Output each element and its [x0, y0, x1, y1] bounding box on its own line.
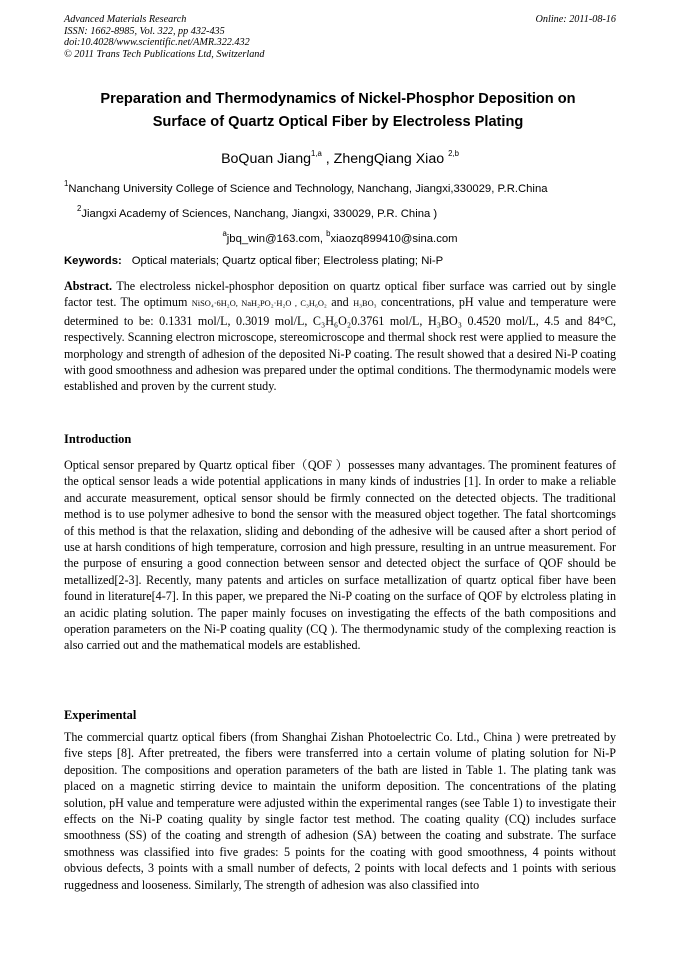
abstract-text-2: concentrations, pH value and temperature were determined to be: 0.1331 mol/L, 0.3019 mol/L, C₃H₆O₂0.3761 mol/L, H₃BO₃ 0.4520 mol/L, 4.5 and 84°C, respectively. Scanning electron microscope, stereomicroscope and thermal shock rest were applied to measure the morphology and strength of adhesion of the deposited Ni-P coating. The result showed that a desired Ni-P coating with good smoothness and adhesion was prepared under the optimal conditions. The thermodynamic models were established and proven by the current study. [64, 295, 617, 394]
experimental-heading: Experimental [64, 708, 137, 722]
email-b-marker: b [326, 229, 331, 239]
author-2: ZhengQiang Xiao [333, 151, 445, 167]
email-a-marker: a [222, 229, 227, 239]
email-a[interactable]: jbq_win@163.com, [226, 233, 324, 245]
journal-name: Advanced Materials Research [64, 14, 187, 25]
abstract-chem-2: H₃BO₃ [353, 299, 377, 309]
experimental-body: The commercial quartz optical fibers (from Shanghai Zishan Photoelectric Co. Ltd., China ) were pretreated by five steps [8]. After pretreated, the fibers were transferred into a certain volume of plating solution for Ni-P deposition. The compositions and operation parameters of the bath are listed in Table 1. The plating tank was placed on a magnetic stirring device to maintain the uniform deposition. The concentrations of the plating solution, pH value and temperature were adjusted within the experimental ranges (see Table 1) to investigate their effects on the Ni-P coating quality by single factor test method. The coating quality (CQ) includes surface smoothness (SS) of the coating and strength of adhesion (SA) between the coating and substrate. The surface smothness was classified into five grades: 5 points for the coating with good smoothness, 4 points without obvious defects, 3 points with a small number of defects, 2 points with local defects and 1 points with serious ruggedness and looseness. Similarly, The strength of adhesion was also classified into [64, 730, 616, 892]
title-line-2: Surface of Quartz Optical Fiber by Electroless Plating [152, 114, 524, 130]
journal-header [64, 14, 616, 60]
abstract-chem-1: NiSO₄·6H₂O, NaH₂PO₂·H₂O , C₃H₆O₂ [191, 299, 327, 309]
affiliation-1 [64, 179, 548, 196]
affiliation-1-marker: 1 [64, 179, 69, 189]
author-1-affiliation: 1,a [311, 149, 322, 159]
online-date: Online: 2011-08-16 [535, 14, 616, 25]
abstract-label: Abstract. [64, 279, 113, 293]
abstract-and: and [331, 295, 349, 310]
introduction-heading: Introduction [64, 432, 132, 446]
copyright-line: © 2011 Trans Tech Publications Ltd, Switzerland [64, 48, 265, 60]
abstract-text-1: The electroless nickel-phosphor deposition on quartz optical fiber surface was carried out by single factor test. The optimum [64, 279, 616, 310]
keywords-label: Keywords: [64, 255, 122, 267]
doi-line: doi:10.4028/www.scientific.net/AMR.322.432 [64, 37, 250, 49]
issn-line: ISSN: 1662-8985, Vol. 322, pp 432-435 [64, 25, 225, 37]
email-b[interactable]: xiaozq899410@sina.com [330, 233, 458, 245]
title-line-1: Preparation and Thermodynamics of Nickel-Phosphor Deposition on [100, 91, 576, 107]
keywords-line [64, 254, 616, 268]
affiliation-2-marker: 2 [77, 204, 82, 214]
author-separator: , [321, 151, 334, 167]
abstract [64, 278, 616, 395]
author-emails [64, 229, 616, 246]
affiliation-2 [77, 204, 438, 221]
keywords-text: Optical materials; Quartz optical fiber; Electroless plating; Ni-P [131, 255, 444, 267]
author-2-affiliation: 2,b [448, 149, 459, 159]
paper-title [60, 88, 616, 134]
introduction-body: Optical sensor prepared by Quartz optical fiber（QOF ）possesses many advantages. The prominent features of the optical sensor leads a wide potential applications in many kinds of industries [1]. In order to make a reliable and accurate measurement, optical sensor should be firmly connected on the detected objects. The traditional method is to use polymer adhesive to bond the sensor with the measured object together. The fatal shortcomings of this method is that the relaxation, sliding and debonding of the adhesive will be caused after a short period of use at harsh conditions of high temperature, corrosion and high pressure, resulting in an untrue measurement. For the purpose of ensuring a good connection between sensor and detected object the surface of QOF should be metallized[2-3]. Recently, many patents and articles on surface metallization of quartz optical fiber have been found in literature[4-7]. In this paper, we prepared the Ni-P coating on the surface of QOF by elctroless plating in an acidic plating solution. The paper mainly focuses on investigating the effects of the bath compositions and operation parameters on the Ni-P coating quality (CQ ). The thermodynamic study of the complexing reaction is also carried out and the mathematical models are established. [64, 458, 616, 653]
affiliation-2-text: Jiangxi Academy of Sciences, Nanchang, Jiangxi, 330029, P.R. China ) [81, 208, 438, 220]
author-1: BoQuan Jiang [221, 151, 311, 167]
affiliation-1-text: Nanchang University College of Science and Technology, Nanchang, Jiangxi,330029, P.R.China [68, 183, 548, 195]
author-list [64, 150, 616, 168]
